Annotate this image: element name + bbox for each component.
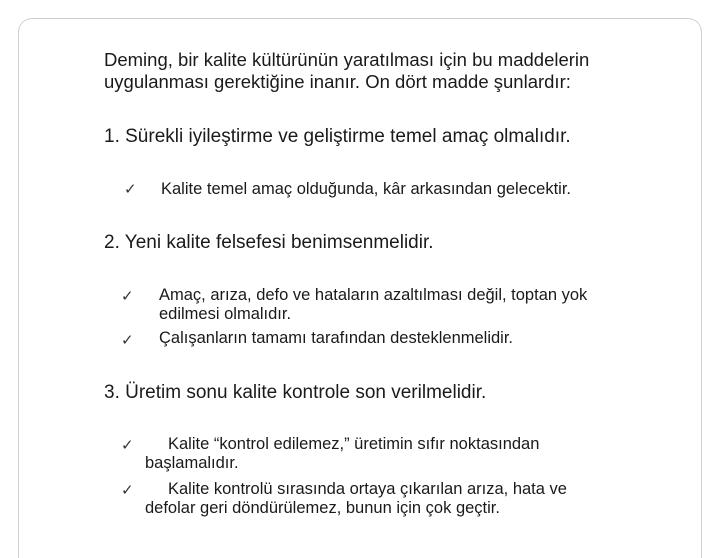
intro-line-1: Deming, bir kalite kültürünün yaratılması için bu maddelerin (104, 49, 590, 70)
point-1-bullet-1: Kalite temel amaç olduğunda, kâr arkasından gelecektir. (161, 180, 571, 198)
check-mark-icon: ✓ (121, 437, 134, 454)
point-2-bullet-1-line-2: edilmesi olmalıdır. (159, 305, 292, 323)
intro-line-2: uygulanması gerektiğine inanır. On dört madde şunlardır: (104, 71, 571, 92)
point-3-heading: 3. Üretim sonu kalite kontrole son verilmelidir. (104, 382, 487, 403)
point-2-bullet-2: Çalışanların tamamı tarafından desteklenmelidir. (159, 329, 514, 347)
check-mark-icon: ✓ (124, 181, 137, 198)
point-3-bullet-1-line-2: başlamalıdır. (145, 454, 239, 472)
point-3-bullet-2-line-2: defolar geri döndürülemez, bunun için çok geçtir. (145, 499, 500, 517)
check-mark-icon: ✓ (121, 482, 134, 499)
check-mark-icon: ✓ (121, 332, 134, 349)
check-mark-icon: ✓ (121, 288, 134, 305)
point-2-heading: 2. Yeni kalite felsefesi benimsenmelidir. (104, 232, 434, 253)
point-3-bullet-1-line-1: Kalite “kontrol edilemez,” üretimin sıfır noktasından (168, 435, 540, 453)
point-3-bullet-2-line-1: Kalite kontrolü sırasında ortaya çıkarılan arıza, hata ve (168, 480, 567, 498)
point-2-bullet-1-line-1: Amaç, arıza, defo ve hataların azaltılması değil, toptan yok (159, 286, 588, 304)
point-1-heading: 1. Sürekli iyileştirme ve geliştirme temel amaç olmalıdır. (104, 126, 571, 147)
